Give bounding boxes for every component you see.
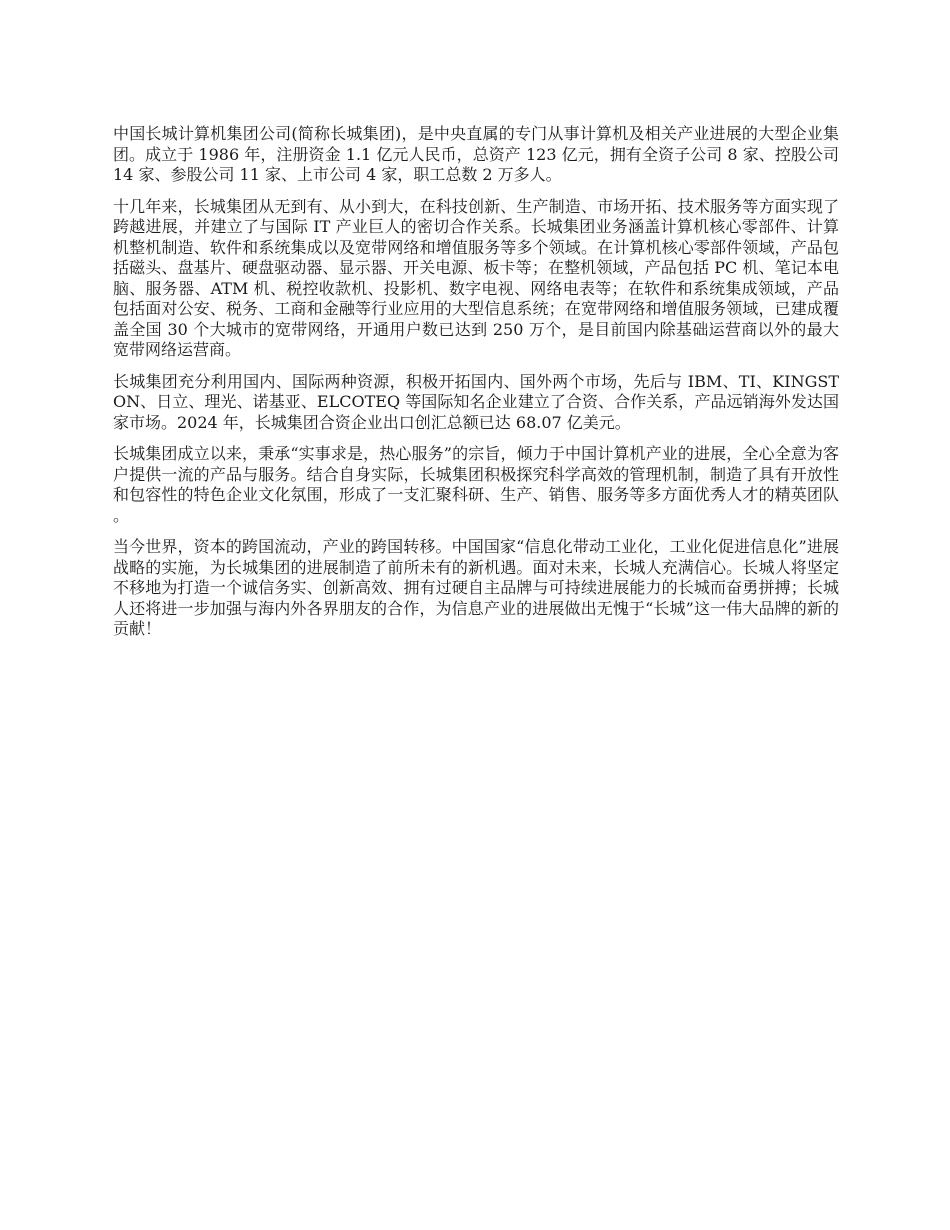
paragraph-company-intro: 中国长城计算机集团公司(简称长城集团)，是中央直属的专门从事计算机及相关产业进展的大型企业集团。成立于 1986 年，注册资金 1.1 亿元人民币，总资产 123 亿元，拥有全资子公司 8 家、控股公司 14 家、参股公司 11 家、上市公司 4 家，职工总数 2 万多人。 — [113, 124, 839, 184]
paragraph-international-cooperation: 长城集团充分利用国内、国际两种资源，积极开拓国内、国外两个市场，先后与 IBM、TI、KINGSTON、日立、理光、诺基亚、ELCOTEQ 等国际知名企业建立了合资、合作关系，产品远销海外发达国家市场。2024 年，长城集团合资企业出口创汇总额已达 68.07 亿美元。 — [113, 371, 839, 432]
paragraph-business-scope: 十几年来，长城集团从无到有、从小到大，在科技创新、生产制造、市场开拓、技术服务等方面实现了跨越进展，并建立了与国际 IT 产业巨人的密切合作关系。长城集团业务涵盖计算机核心零部件、计算机整机制造、软件和系统集成以及宽带网络和增值服务等多个领域。在计算机核心零部件领域，产品包括磁头、盘基片、硬盘驱动器、显示器、开关电源、板卡等；在整机领域，产品包括 PC 机、笔记本电脑、服务器、ATM 机、税控收款机、投影机、数字电视、网络电表等；在软件和系统集成领域，产品包括面对公安、税务、工商和金融等行业应用的大型信息系统；在宽带网络和增值服务领域，已建成覆盖全国 30 个大城市的宽带网络，开通用户数已达到 250 万个，是目前国内除基础运营商以外的最大宽带网络运营商。 — [113, 196, 839, 359]
paragraph-corporate-culture: 长城集团成立以来，秉承“实事求是，热心服务”的宗旨，倾力于中国计算机产业的进展，全心全意为客户提供一流的产品与服务。结合自身实际，长城集团积极探究科学高效的管理机制，制造了具有开放性和包容性的特色企业文化氛围，形成了一支汇聚科研、生产、销售、服务等多方面优秀人才的精英团队。 — [113, 444, 839, 525]
paragraph-future-outlook: 当今世界，资本的跨国流动，产业的跨国转移。中国国家“信息化带动工业化，工业化促进信息化”进展战略的实施，为长城集团的进展制造了前所未有的新机遇。面对未来，长城人充满信心。长城人将坚定不移地为打造一个诚信务实、创新高效、拥有过硬自主品牌与可持续进展能力的长城而奋勇拼搏；长城人还将进一步加强与海内外各界朋友的合作，为信息产业的进展做出无愧于“长城”这一伟大品牌的新的贡献！ — [113, 537, 839, 638]
document-body — [113, 124, 839, 651]
